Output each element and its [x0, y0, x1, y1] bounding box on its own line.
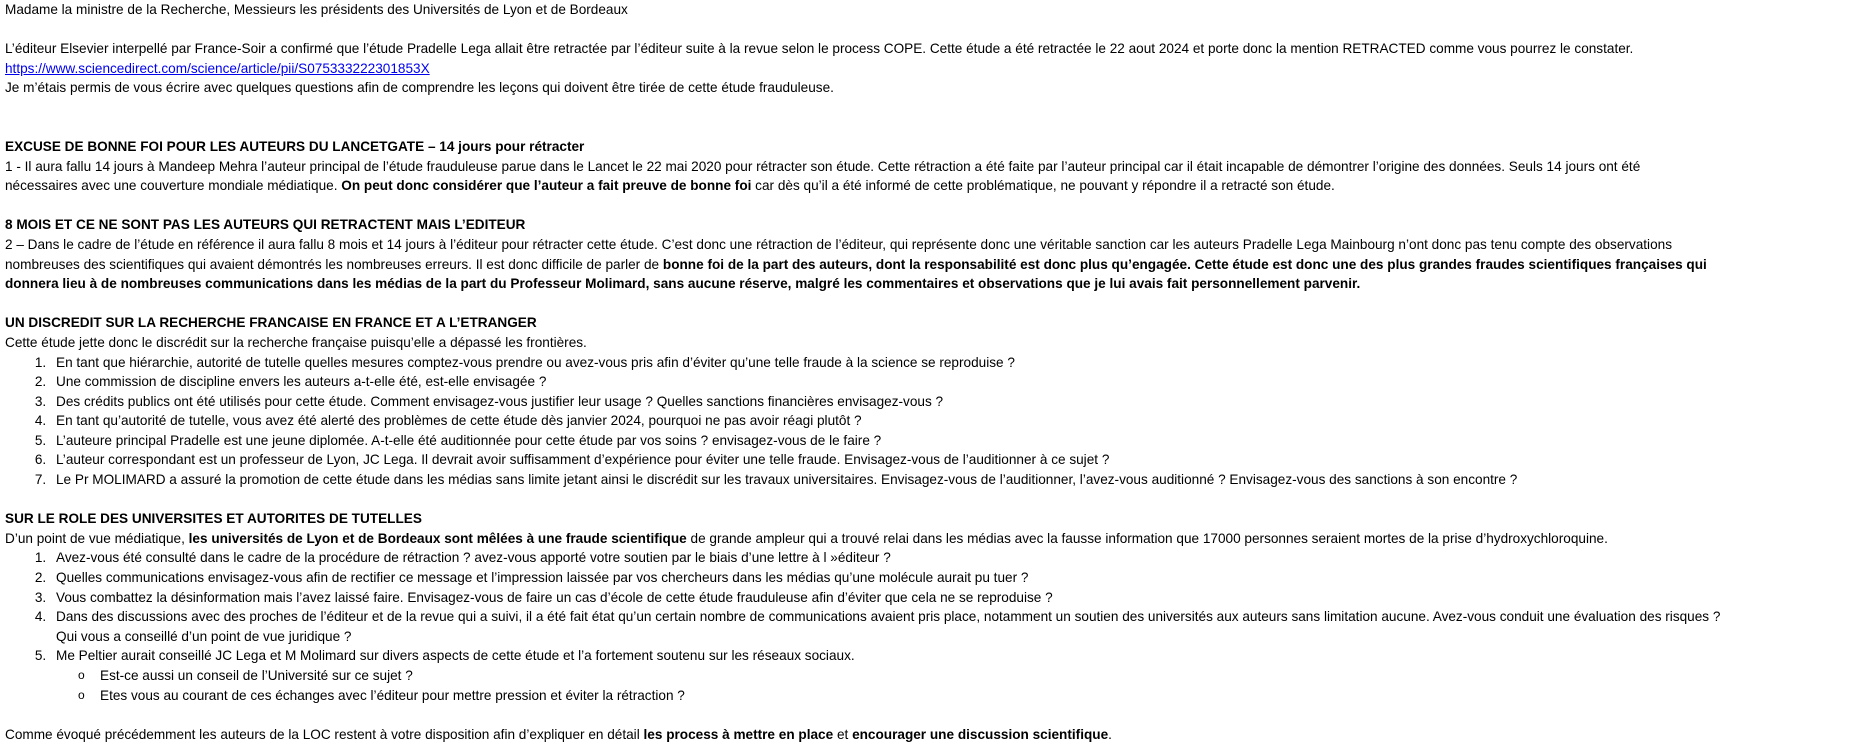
salutation: Madame la ministre de la Recherche, Messieurs les présidents des Universités de Lyon et de Bordeaux	[5, 2, 628, 17]
section2-line2: nombreuses des scientifiques qui avaient démontrés les nombreuses erreurs. Il est donc difficile de parler de bonne foi de la part des auteurs, dont la responsabilité est donc plus qu’engagée. Cette étude est donc une des plus grandes fraudes scientifiques françaises qui	[5, 256, 1707, 272]
section2-line3: donnera lieu à de nombreuses communications dans les médias de la part du Professeur Molimard, sans aucune réserve, malgré les commentaires et observations que je lui avais fait personnellement parvenir.	[5, 276, 1361, 292]
section2-line1: 2 – Dans le cadre de l’étude en référence il aura fallu 8 mois et 14 jours à l’éditeur pour rétracter cette étude. C’est donc une rétraction de l’éditeur, qui représente donc une véritable sanction car les auteurs Pradelle Lega Mainbourg n’ont donc pas tenu compte des observations	[5, 236, 1672, 252]
intro-paragraph: L’éditeur Elsevier interpellé par France-Soir a confirmé que l’étude Pradelle Lega allait être retractée par l’éditeur suite à la revue selon le process COPE. Cette étude a été retractée le 22 aout 2024 et porte donc la mention RETRACTED comme vous pourrez le constater.	[5, 41, 1634, 57]
sub-list-item: o Est-ce aussi un conseil de l’Université sur ce sujet ?	[100, 666, 1867, 686]
section1-line2: nécessaires avec une couverture mondiale médiatique. On peut donc considérer que l’auteur a fait preuve de bonne foi car dès qu’il a été informé de cette problématique, ne pouvant y répondre il a retracté son étude.	[5, 178, 1335, 194]
section3-question-list	[5, 353, 1867, 490]
sub-list-item: o Etes vous au courant de ces échanges avec l’éditeur pour mettre pression et éviter la rétraction ?	[100, 686, 1867, 706]
list-item: 7. Le Pr MOLIMARD a assuré la promotion de cette étude dans les médias sans limite jetant ainsi le discrédit sur les travaux universitaires. Envisagez-vous de l’auditionner, l’avez-vous auditionné ? Envisagez-vous des sanctions à son encontre ?	[50, 470, 1867, 490]
list-item: 5. L’auteure principal Pradelle est une jeune diplomée. A-t-elle été auditionnée pour cette étude par vos soins ? envisagez-vous de le faire ?	[50, 431, 1867, 451]
list-item: 5. Me Peltier aurait conseillé JC Lega et M Molimard sur divers aspects de cette étude et l’a fortement soutenu sur les réseaux sociaux. o Est-ce aussi un conseil de l’Université sur ce sujet ? o Etes vous au courant de ces échanges avec l’éditeur pour mettre pression et éviter la rétraction ?	[50, 646, 1867, 705]
list-item: 4. En tant qu’autorité de tutelle, vous avez été alerté des problèmes de cette étude dès janvier 2024, pourquoi ne pas avoir réagi plutôt ?	[50, 411, 1867, 431]
list-item: 3. Des crédits publics ont été utilisés pour cette étude. Comment envisagez-vous justifier leur usage ? Quelles sanctions financières envisagez-vous ?	[50, 392, 1867, 412]
section1-line1: 1 - Il aura fallu 14 jours à Mandeep Mehra l’auteur principal de l’étude frauduleuse parue dans le Lancet le 22 mai 2020 pour rétracter son étude. Cette rétraction a été faite par l’auteur principal car il était incapable de démontrer l’origine des données. Seuls 14 jours ont été	[5, 158, 1641, 174]
section1-heading: EXCUSE DE BONNE FOI POUR LES AUTEURS DU LANCETGATE – 14 jours pour rétracter	[5, 138, 585, 154]
sub-list	[56, 666, 1867, 705]
list-item: 3. Vous combattez la désinformation mais l’avez laissé faire. Envisagez-vous de faire un cas d’école de cette étude frauduleuse afin d’éviter que cela ne se reproduise ?	[50, 588, 1867, 608]
list-item-continuation: Qui vous a conseillé d’un point de vue juridique ?	[56, 628, 352, 644]
list-item: 1. En tant que hiérarchie, autorité de tutelle quelles mesures comptez-vous prendre ou avez-vous pris afin d’éviter qu’une telle fraude à la science se reproduise ?	[50, 353, 1867, 373]
list-item: 2. Quelles communications envisagez-vous afin de rectifier ce message et l’impression laissée par vos chercheurs dans les médias qu’une molécule aurait pu tuer ?	[50, 568, 1867, 588]
section4-heading: SUR LE ROLE DES UNIVERSITES ET AUTORITES DE TUTELLES	[5, 511, 422, 527]
section4-question-list	[5, 548, 1867, 705]
list-item: 1. Avez-vous été consulté dans le cadre de la procédure de rétraction ? avez-vous apporté votre soutien par le biais d’une lettre à l »éditeur ?	[50, 548, 1867, 568]
list-item: 4. Dans des discussions avec des proches de l’éditeur et de la revue qui a suivi, il a été fait état qu’un certain nombre de communications avaient pris place, notamment un soutien des universités aux auteurs sans limitation aucune. Avez-vous conduit une évaluation des risques ? Qui vous a conseillé d’un point de vue juridique ?	[50, 607, 1867, 646]
section3-intro: Cette étude jette donc le discrédit sur la recherche française puisqu’elle a dépassé les frontières.	[5, 334, 587, 350]
closing-paragraph: Comme évoqué précédemment les auteurs de la LOC restent à votre disposition afin d’expliquer en détail les process à mettre en place et encourager une discussion scientifique.	[5, 726, 1112, 742]
section4-intro: D’un point de vue médiatique, les universités de Lyon et de Bordeaux sont mêlées à une fraude scientifique de grande ampleur qui a trouvé relai dans les médias avec la fausse information que 17000 personnes seraient mortes de la prise d’hydroxychloroquine.	[5, 530, 1608, 546]
list-item: 2. Une commission de discipline envers les auteurs a-t-elle été, est-elle envisagée ?	[50, 372, 1867, 392]
section2-heading: 8 MOIS ET CE NE SONT PAS LES AUTEURS QUI RETRACTENT MAIS L’EDITEUR	[5, 217, 526, 233]
intro-paragraph-2: Je m’étais permis de vous écrire avec quelques questions afin de comprendre les leçons qui doivent être tirée de cette étude frauduleuse.	[5, 80, 834, 96]
list-item: 6. L’auteur correspondant est un professeur de Lyon, JC Lega. Il devrait avoir suffisamment d’expérience pour éviter une telle fraude. Envisagez-vous de l’auditionner à ce sujet ?	[50, 450, 1867, 470]
article-link[interactable]: https://www.sciencedirect.com/science/article/pii/S075333222301853X	[5, 60, 430, 76]
section3-heading: UN DISCREDIT SUR LA RECHERCHE FRANCAISE EN FRANCE ET A L’ETRANGER	[5, 315, 537, 331]
